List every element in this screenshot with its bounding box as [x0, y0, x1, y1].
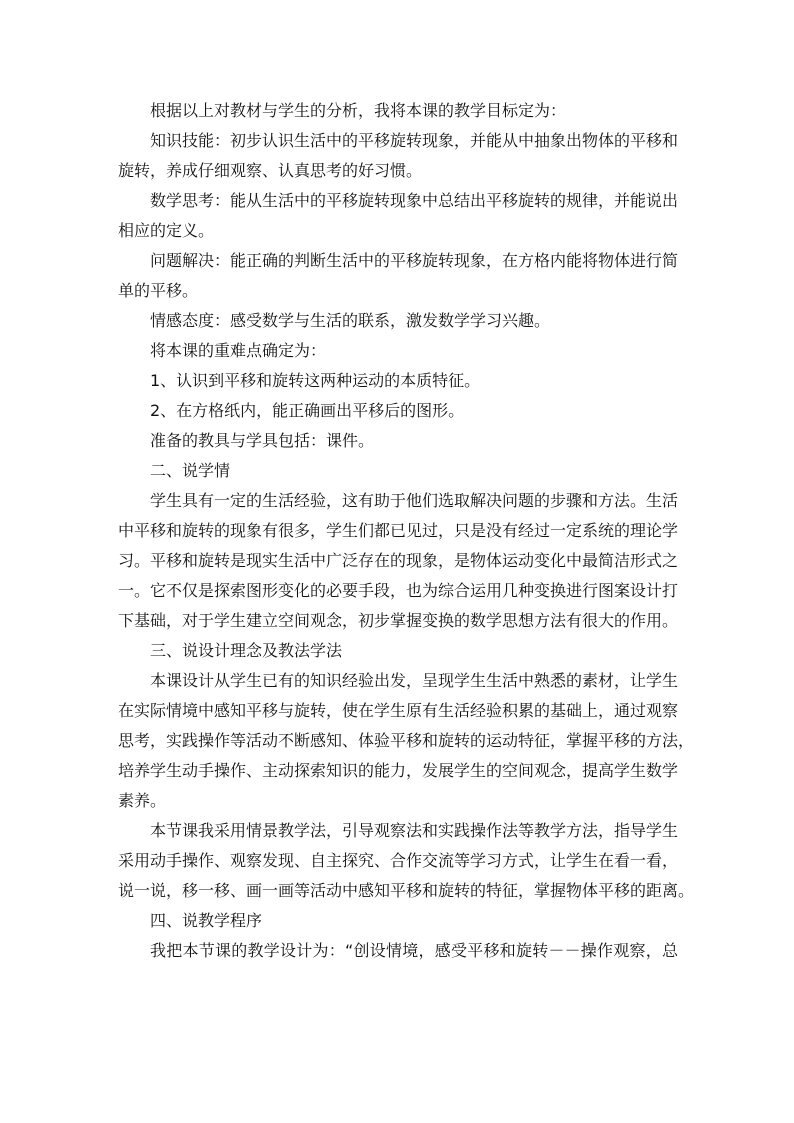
text-line: 旋转，养成仔细观察、认真思考的好习惯。 [118, 161, 423, 180]
text-line: 相应的定义。 [118, 221, 215, 240]
text-line: 培养学生动手操作、主动探索知识的能力，发展学生的空间观念，提高学生数学 [118, 761, 679, 780]
text-line: 中平移和旋转的现象有很多，学生们都已见过，只是没有经过一定系统的理论学 [118, 521, 679, 540]
text-line: 2、在方格纸内，能正确画出平移后的图形。 [150, 401, 465, 420]
text-line: 习。平移和旋转是现实生活中广泛存在的现象，是物体运动变化中最简洁形式之 [118, 551, 679, 570]
text-line: 二、说学情 [150, 461, 231, 480]
text-line: 素养。 [118, 791, 167, 810]
text-line: 准备的教具与学具包括：课件。 [150, 431, 375, 450]
text-line: 根据以上对教材与学生的分析，我将本课的教学目标定为： [150, 101, 567, 120]
document-body [118, 96, 695, 966]
text-line: 情感态度：感受数学与生活的联系，激发数学学习兴趣。 [150, 311, 551, 330]
text-line: 在实际情境中感知平移与旋转，使在学生原有生活经验积累的基础上，通过观察 [118, 701, 679, 720]
text-line: 说一说，移一移、画一画等活动中感知平移和旋转的特征，掌握物体平移的距离。 [118, 881, 695, 900]
text-line: 我把本节课的教学设计为：“创设情境，感受平移和旋转－－操作观察，总 [150, 941, 678, 960]
text-line: 1、认识到平移和旋转这两种运动的本质特征。 [150, 371, 481, 390]
text-line: 一。它不仅是探索图形变化的必要手段，也为综合运用几种变换进行图案设计打 [118, 581, 679, 600]
text-line: 数学思考：能从生活中的平移旋转现象中总结出平移旋转的规律，并能说出 [150, 191, 679, 210]
text-line: 采用动手操作、观察发现、自主探究、合作交流等学习方式，让学生在看一看， [118, 851, 679, 870]
text-line: 问题解决：能正确的判断生活中的平移旋转现象，在方格内能将物体进行简 [150, 251, 679, 270]
text-line: 下基础，对于学生建立空间观念，初步掌握变换的数学思想方法有很大的作用。 [118, 611, 679, 630]
text-line: 四、说教学程序 [150, 911, 263, 930]
text-line: 三、说设计理念及教法学法 [150, 641, 343, 660]
text-line: 将本课的重难点确定为： [150, 341, 327, 360]
text-line: 学生具有一定的生活经验，这有助于他们选取解决问题的步骤和方法。生活 [150, 491, 679, 510]
text-line: 思考，实践操作等活动不断感知、体验平移和旋转的运动特征，掌握平移的方法， [118, 731, 695, 750]
text-line: 单的平移。 [118, 281, 199, 300]
text-line: 本节课我采用情景教学法，引导观察法和实践操作法等教学方法，指导学生 [150, 821, 679, 840]
text-line: 知识技能：初步认识生活中的平移旋转现象，并能从中抽象出物体的平移和 [150, 131, 679, 150]
text-line: 本课设计从学生已有的知识经验出发，呈现学生生活中熟悉的素材，让学生 [150, 671, 679, 690]
